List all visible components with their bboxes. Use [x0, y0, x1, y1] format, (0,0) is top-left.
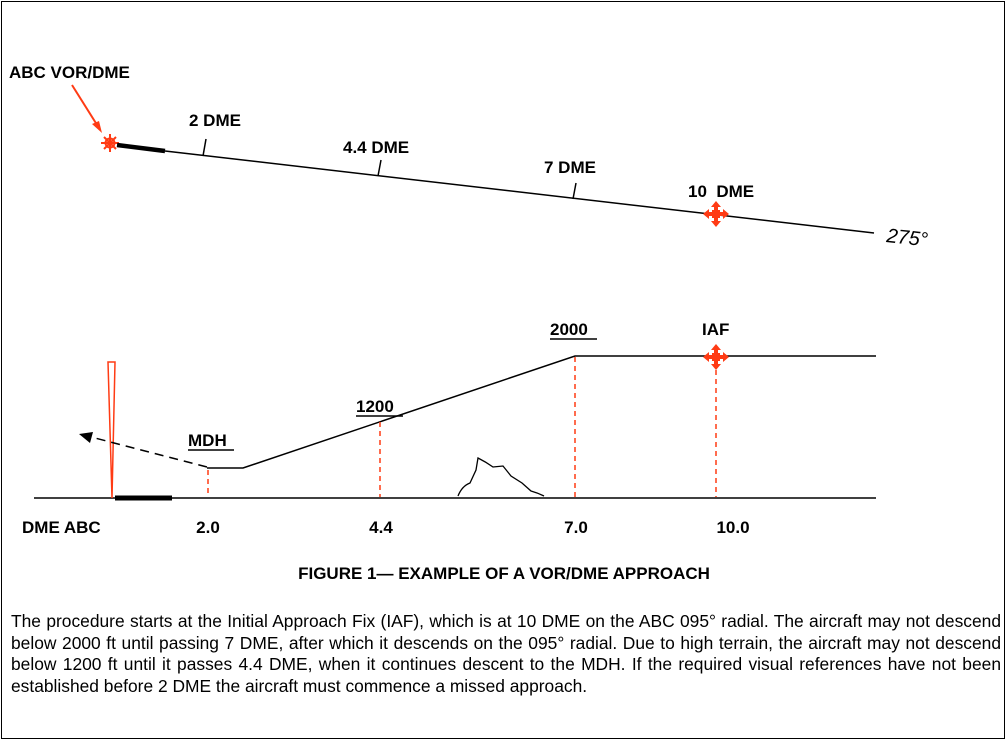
fix-cross-icon [703, 201, 729, 227]
iaf-label: IAF [702, 320, 730, 339]
radial-line [165, 151, 874, 233]
dme-tick-label: 2.0 [196, 518, 220, 537]
dme-tick-label: 10.0 [716, 518, 750, 537]
radial-label: 275° [885, 225, 929, 252]
radial-near-segment [117, 145, 165, 151]
fix-tick-4dme [378, 160, 381, 176]
procedure-description: The procedure starts at the Initial Approach Fix (IAF), which is at 10 DME on the ABC 095° radial. The aircraft may not descend below 2000 ft until passing 7 DME, after which it descends on the 095° radial. Due to high terrain, the aircraft may not descend below 1200 ft until it passes 4.4 DME, when it continues descent to the MDH. If the required visual references have not been established before 2 DME the aircraft must commence a missed approach. [11, 611, 1001, 696]
station-antenna-icon [108, 362, 115, 498]
profile-view [22, 320, 876, 537]
terrain-outline [458, 458, 544, 496]
iaf-cross-icon [703, 344, 729, 370]
fix-label-4dme: 4.4 DME [343, 138, 410, 157]
station-pointer-arrow [72, 85, 99, 128]
dme-axis-origin-label: DME ABC [22, 518, 101, 537]
plan-view [9, 63, 929, 251]
fix-label-7dme: 7 DME [544, 158, 596, 177]
vor-dme-station-icon [101, 134, 119, 152]
altitude-2000-label: 2000 [550, 320, 588, 339]
fix-tick-2dme [203, 139, 206, 156]
altitude-1200-label: 1200 [356, 397, 394, 416]
fix-tick-7dme [573, 183, 576, 199]
station-pointer-arrowhead [92, 121, 102, 133]
dme-tick-label: 4.4 [369, 518, 393, 537]
station-label: ABC VOR/DME [9, 63, 130, 82]
fix-label-2dme: 2 DME [189, 111, 241, 130]
missed-approach-arrowhead [79, 432, 93, 443]
mdh-label: MDH [188, 431, 227, 450]
figure-caption: FIGURE 1— EXAMPLE OF A VOR/DME APPROACH [298, 564, 710, 583]
dme-tick-label: 7.0 [564, 518, 588, 537]
descent-profile [207, 356, 876, 468]
fix-label-10dme: 10 DME [688, 182, 755, 201]
